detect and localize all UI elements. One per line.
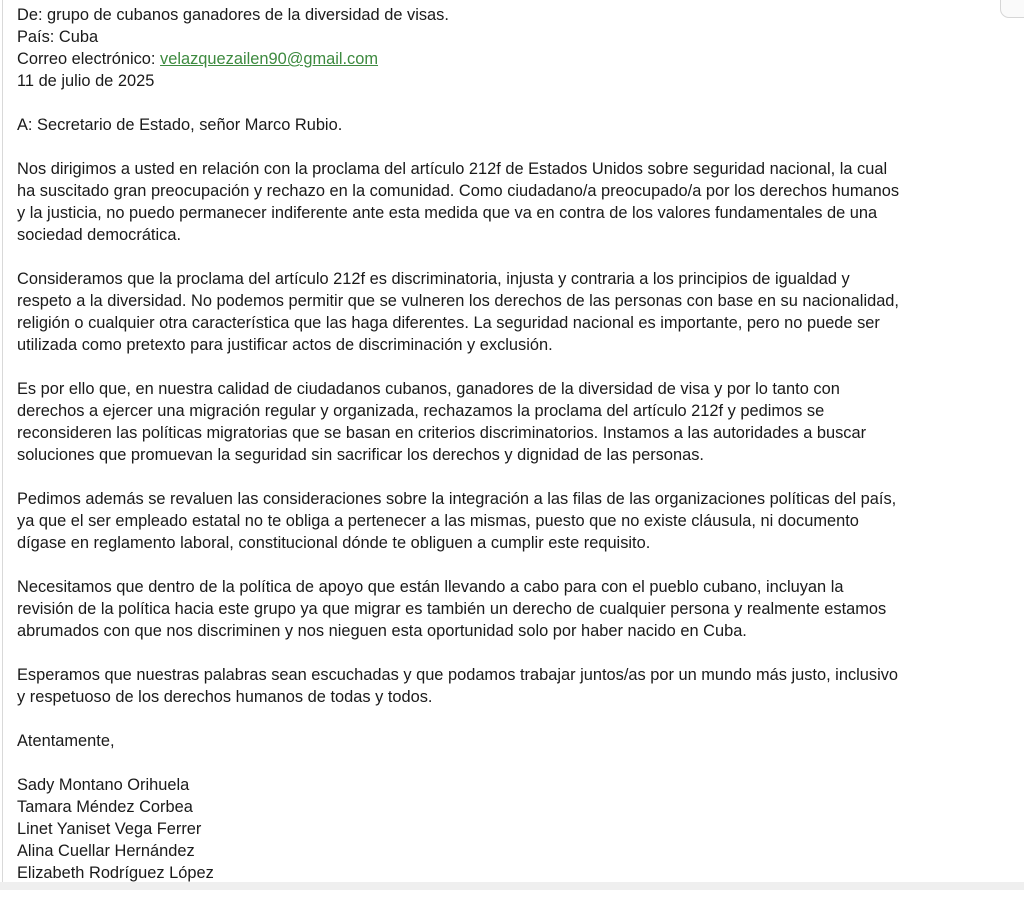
paragraph-line: Consideramos que la proclama del artículo 212f es discriminatoria, injusta y contraria a los principios de igualdad y bbox=[17, 270, 850, 288]
paragraph-line: sociedad democrática. bbox=[17, 226, 181, 244]
signatory-name: Tamara Méndez Corbea bbox=[17, 798, 193, 816]
closing-line bbox=[17, 730, 1021, 752]
paragraph-line: utilizada como pretexto para justificar actos de discriminación y exclusión. bbox=[17, 336, 553, 354]
header-block bbox=[17, 4, 1021, 92]
paragraph-line: religión o cualquier otra característica que las haga diferentes. La seguridad nacional es importante, pero no puede ser bbox=[17, 314, 880, 332]
recipient-text: A: Secretario de Estado, señor Marco Rubio. bbox=[17, 116, 343, 134]
signatory-list bbox=[17, 774, 1021, 884]
paragraph bbox=[17, 664, 1021, 708]
paragraph bbox=[17, 378, 1021, 466]
signatory-name: Elizabeth Rodríguez López bbox=[17, 864, 214, 882]
paragraph bbox=[17, 268, 1021, 356]
signatory-name: Alina Cuellar Hernández bbox=[17, 842, 195, 860]
email-label: Correo electrónico: bbox=[17, 50, 161, 68]
email-body bbox=[17, 4, 1021, 884]
from-line: De: grupo de cubanos ganadores de la diversidad de visas. bbox=[17, 6, 449, 24]
paragraph-line: Esperamos que nuestras palabras sean escuchadas y que podamos trabajar juntos/as por un mundo más justo, inclusivo bbox=[17, 666, 899, 684]
paragraph-line: Nos dirigimos a usted en relación con la proclama del artículo 212f de Estados Unidos sobre seguridad nacional, la cual bbox=[17, 160, 888, 178]
paragraph-line: y respetuoso de los derechos humanos de todas y todos. bbox=[17, 688, 433, 706]
paragraph-line: revisión de la política hacia este grupo ya que migrar es también un derecho de cualquier persona y realmente estamos bbox=[17, 600, 887, 618]
paragraph-line: ya que el ser empleado estatal no te obliga a pertenecer a las mismas, puesto que no existe cláusula, ni documento bbox=[17, 512, 859, 530]
country-line: País: Cuba bbox=[17, 28, 99, 46]
paragraph-line: abrumados con que nos discriminen y nos nieguen esta oportunidad solo por haber nacido en Cuba. bbox=[17, 622, 747, 640]
recipient-line bbox=[17, 114, 1021, 136]
letter-paragraphs bbox=[17, 158, 1021, 708]
paragraph-line: Pedimos además se revaluen las consideraciones sobre la integración a las filas de las organizaciones políticas del país, bbox=[17, 490, 897, 508]
paragraph-line: ha suscitado gran preocupación y rechazo en la comunidad. Como ciudadano/a preocupado/a por los derechos humanos bbox=[17, 182, 900, 200]
paragraph-line: dígase en reglamento laboral, constitucional dónde te obliguen a cumplir este requisito. bbox=[17, 534, 651, 552]
date-line: 11 de julio de 2025 bbox=[17, 72, 155, 90]
paragraph-line: respeto a la diversidad. No podemos permitir que se vulneren los derechos de las personas con base en su nacionalidad, bbox=[17, 292, 899, 310]
paragraph bbox=[17, 158, 1021, 246]
signatory-name: Sady Montano Orihuela bbox=[17, 776, 190, 794]
paragraph-line: soluciones que promuevan la seguridad sin sacrificar los derechos y dignidad de las personas. bbox=[17, 446, 704, 464]
closing-text: Atentamente, bbox=[17, 732, 115, 750]
paragraph-line: Necesitamos que dentro de la política de apoyo que están llevando a cabo para con el pueblo cubano, incluyan la bbox=[17, 578, 844, 596]
paragraph-line: Es por ello que, en nuestra calidad de ciudadanos cubanos, ganadores de la diversidad de visa y por lo tanto con bbox=[17, 380, 840, 398]
window-bottom-edge bbox=[0, 882, 1024, 890]
paragraph-line: derechos a ejercer una migración regular y organizada, rechazamos la proclama del artículo 212f y pedimos se bbox=[17, 402, 825, 420]
paragraph-line: reconsideren las políticas migratorias que se basan en criterios discriminatorios. Instamos a las autoridades a buscar bbox=[17, 424, 867, 442]
paragraph bbox=[17, 576, 1021, 642]
paragraph bbox=[17, 488, 1021, 554]
paragraph-line: y la justicia, no puedo permanecer indiferente ante esta medida que va en contra de los valores fundamentales de una bbox=[17, 204, 878, 222]
email-link[interactable]: velazquezailen90@gmail.com bbox=[160, 50, 379, 68]
email-line bbox=[17, 48, 1021, 70]
signatory-name: Linet Yaniset Vega Ferrer bbox=[17, 820, 202, 838]
left-divider bbox=[2, 0, 3, 890]
